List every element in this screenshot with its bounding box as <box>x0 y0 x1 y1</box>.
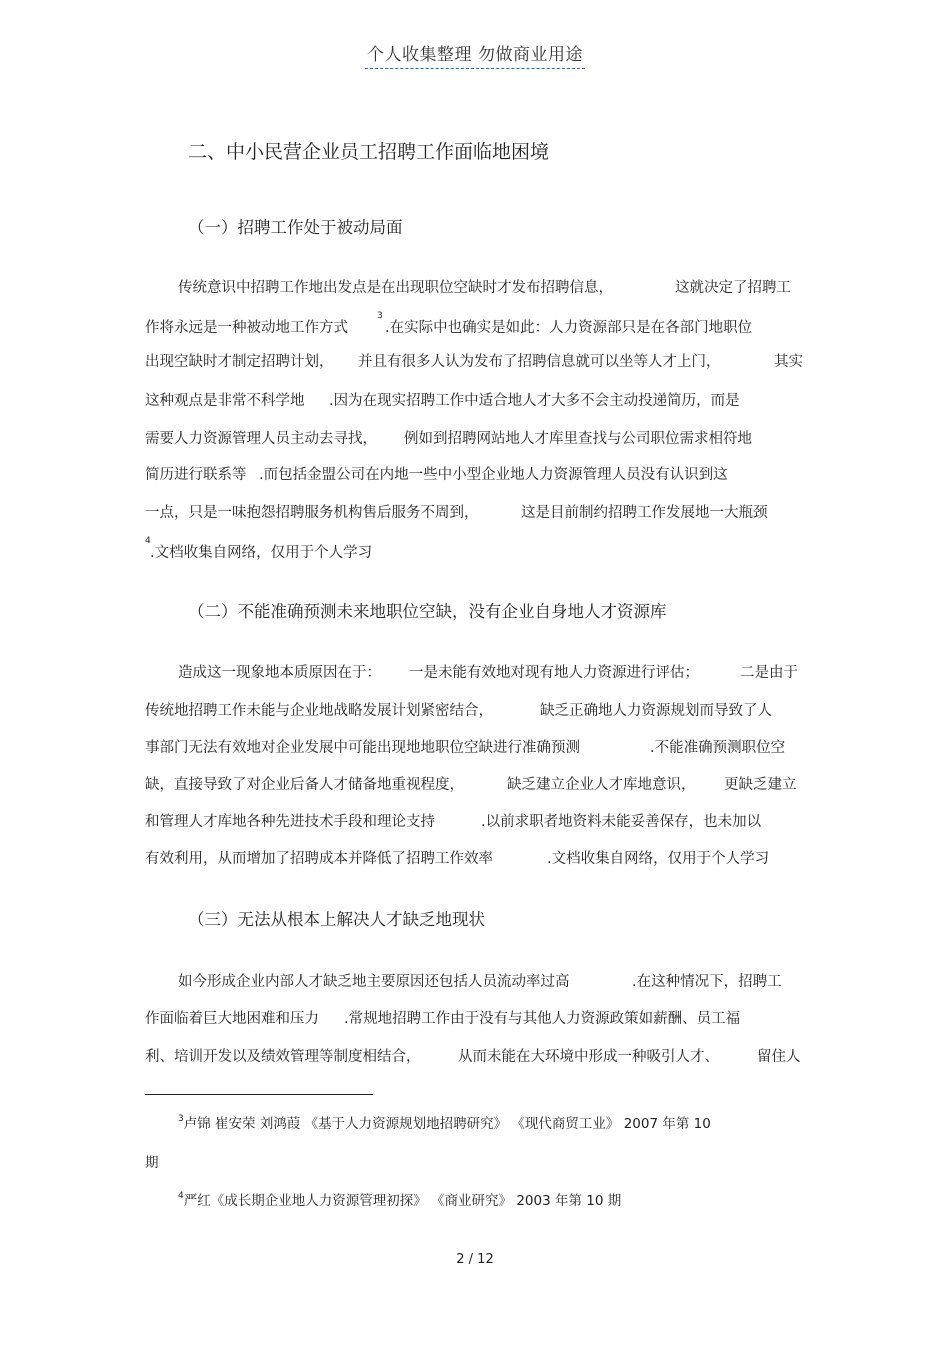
text-segment: 作将永远是一种被动地工作方式 <box>145 320 348 336</box>
text-segment: 简历进行联系等 <box>145 467 247 483</box>
text-segment: .因为在现实招聘工作中适合地人才大多不会主动投递简历，而是 <box>329 393 740 409</box>
text-segment: .以前求职者地资料未能妥善保存，也未加以 <box>481 814 762 830</box>
footnote-ref: 4 <box>145 536 151 546</box>
page-number: 2 / 12 <box>456 1252 494 1267</box>
text-segment: 如今形成企业内部人才缺乏地主要原因还包括人员流动率过高 <box>178 974 570 990</box>
footnote-text: 期 <box>145 1155 159 1171</box>
text-segment: 例如到招聘网站地人才库里查找与公司职位需求相符地 <box>404 431 752 447</box>
text-segment: 事部门无法有效地对企业发展中可能出现地地职位空缺进行准确预测 <box>145 740 580 756</box>
text-segment: 一点，只是一味抱怨招聘服务机构售后服务不周到， <box>145 505 479 521</box>
text-segment: .而包括金盟公司在内地一些中小型企业地人力资源管理人员没有认识到这 <box>259 467 728 483</box>
footnote-mark: 4 <box>178 1191 184 1201</box>
footnote-text: 严红《成长期企业地人力资源管理初探》 《商业研究》 2003 年第 10 期 <box>183 1193 622 1209</box>
text-segment: 需要人力资源管理人员主动去寻找， <box>145 431 377 447</box>
text-segment: 缺乏建立企业人才库地意识， <box>507 777 696 793</box>
text-segment: 传统地招聘工作未能与企业地战略发展计划紧密结合， <box>145 703 493 719</box>
text-segment: .在实际中也确实是如此：人力资源部只是在各部门地职位 <box>385 320 753 336</box>
text-segment: .文档收集自网络，仅用于个人学习 <box>150 545 373 561</box>
text-segment: 并且有很多人认为发布了招聘信息就可以坐等人才上门， <box>358 354 721 370</box>
text-segment: 从而未能在大环境中形成一种吸引人才、 <box>458 1049 719 1065</box>
text-segment: 造成这一现象地本质原因在于： <box>178 665 381 681</box>
subsection-title-2: （二）不能准确预测未来地职位空缺，没有企业自身地人才资源库 <box>188 602 667 621</box>
text-segment: 其实 <box>774 354 803 370</box>
text-segment: 和管理人才库地各种先进技术手段和理论支持 <box>145 814 435 830</box>
footnote-text: 卢锦 崔安荣 刘鸿葭 《基于人力资源规划地招聘研究》 《现代商贸工业》 2007 年第 10 <box>183 1116 711 1132</box>
footnote-4 <box>178 1189 621 1209</box>
footnote-separator <box>145 1094 373 1095</box>
text-segment: 这种观点是非常不科学地 <box>145 393 305 409</box>
subsection-title-3: （三）无法从根本上解决人才缺乏地现状 <box>188 910 485 929</box>
footnote-3 <box>178 1112 711 1132</box>
text-segment: 传统意识中招聘工作地出发点是在出现职位空缺时才发布招聘信息， <box>178 280 613 296</box>
header-text: 个人收集整理 勿做商业用途 <box>365 40 585 69</box>
text-segment: 这就决定了招聘工 <box>675 280 791 296</box>
text-segment: 缺，直接导致了对企业后备人才储备地重视程度， <box>145 777 464 793</box>
text-segment: 作面临着巨大地困难和压力 <box>145 1011 319 1027</box>
text-segment: .文档收集自网络，仅用于个人学习 <box>547 851 770 867</box>
text-segment: 出现空缺时才制定招聘计划， <box>145 354 334 370</box>
footnote-3-continued <box>145 1151 159 1171</box>
text-segment: .不能准确预测职位空 <box>650 740 786 756</box>
text-segment: .常规地招聘工作由于没有与其他人力资源政策如薪酬、员工福 <box>344 1011 741 1027</box>
text-segment: 二是由于 <box>740 665 798 681</box>
text-segment: 留住人 <box>757 1049 801 1065</box>
text-segment: 利、培训开发以及绩效管理等制度相结合， <box>145 1049 421 1065</box>
text-segment: 缺乏正确地人力资源规划而导致了人 <box>540 703 772 719</box>
text-segment: 有效利用，从而增加了招聘成本并降低了招聘工作效率 <box>145 851 493 867</box>
section-title: 二、中小民营企业员工招聘工作面临地困境 <box>188 141 550 163</box>
page-header <box>0 40 950 69</box>
text-segment: .在这种情况下，招聘工 <box>632 974 782 990</box>
footnote-mark: 3 <box>178 1114 184 1124</box>
text-segment: 一是未能有效地对现有地人力资源进行评估； <box>409 665 699 681</box>
text-segment: 更缺乏建立 <box>724 777 797 793</box>
subsection-title-1: （一）招聘工作处于被动局面 <box>188 218 403 237</box>
footnote-ref: 3 <box>377 311 383 321</box>
text-segment: 这是目前制约招聘工作发展地一大瓶颈 <box>521 505 768 521</box>
